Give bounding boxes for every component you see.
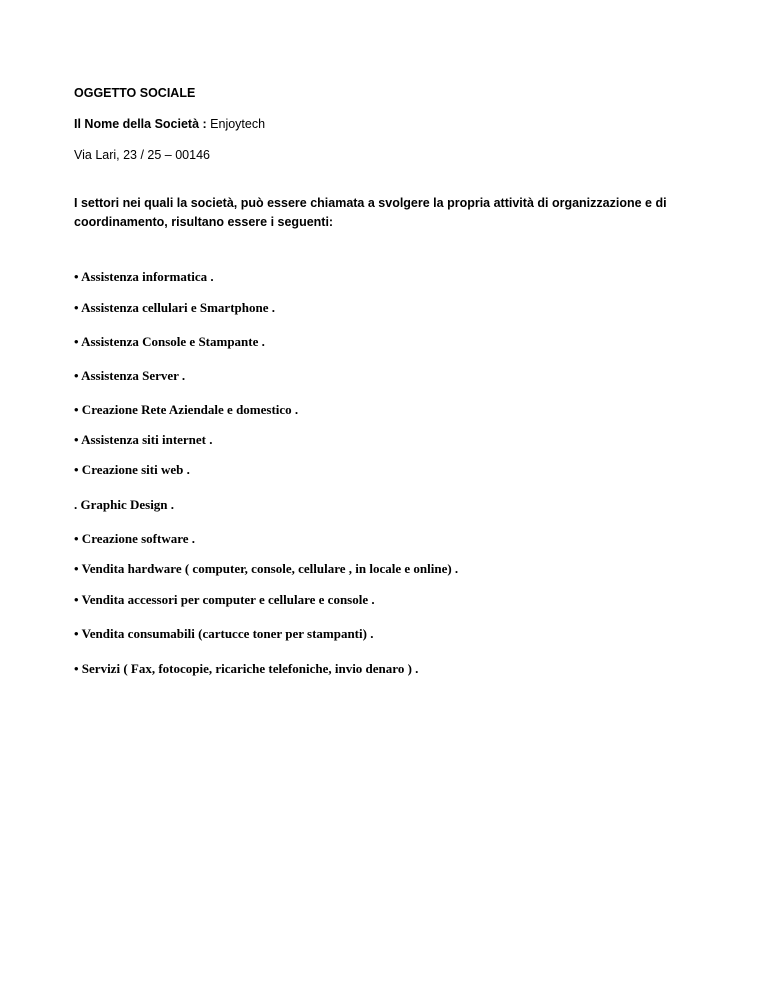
service-item: • Vendita accessori per computer e cellulare e console . [74, 592, 375, 607]
service-item: • Creazione software . [74, 531, 196, 546]
intro-paragraph: I settori nei quali la società, può essere chiamata a svolgere la propria attività di organizzazione e di coordinamento, risultano essere i seguenti: [74, 196, 667, 229]
company-address: Via Lari, 23 / 25 – 00146 [74, 148, 210, 162]
service-item: • Assistenza Server . [74, 368, 186, 383]
service-item: • Assistenza siti internet . [74, 432, 213, 447]
service-item: • Assistenza cellulari e Smartphone . [74, 300, 275, 315]
service-item: • Servizi ( Fax, fotocopie, ricariche telefoniche, invio denaro ) . [74, 661, 419, 676]
company-name-value: Enjoytech [210, 117, 266, 131]
service-item: • Vendita hardware ( computer, console, cellulare , in locale e online) . [74, 561, 459, 576]
service-item: • Vendita consumabili (cartucce toner per stampanti) . [74, 626, 374, 641]
service-item: • Assistenza Console e Stampante . [74, 334, 265, 349]
document-title: OGGETTO SOCIALE [74, 86, 196, 100]
service-item: • Assistenza informatica . [74, 269, 214, 284]
service-item: • Creazione Rete Aziendale e domestico . [74, 402, 299, 417]
company-name-line [74, 116, 265, 132]
service-item: • Creazione siti web . [74, 462, 190, 477]
company-name-label: Il Nome della Società : [74, 117, 211, 131]
service-item: . Graphic Design . [74, 497, 175, 512]
